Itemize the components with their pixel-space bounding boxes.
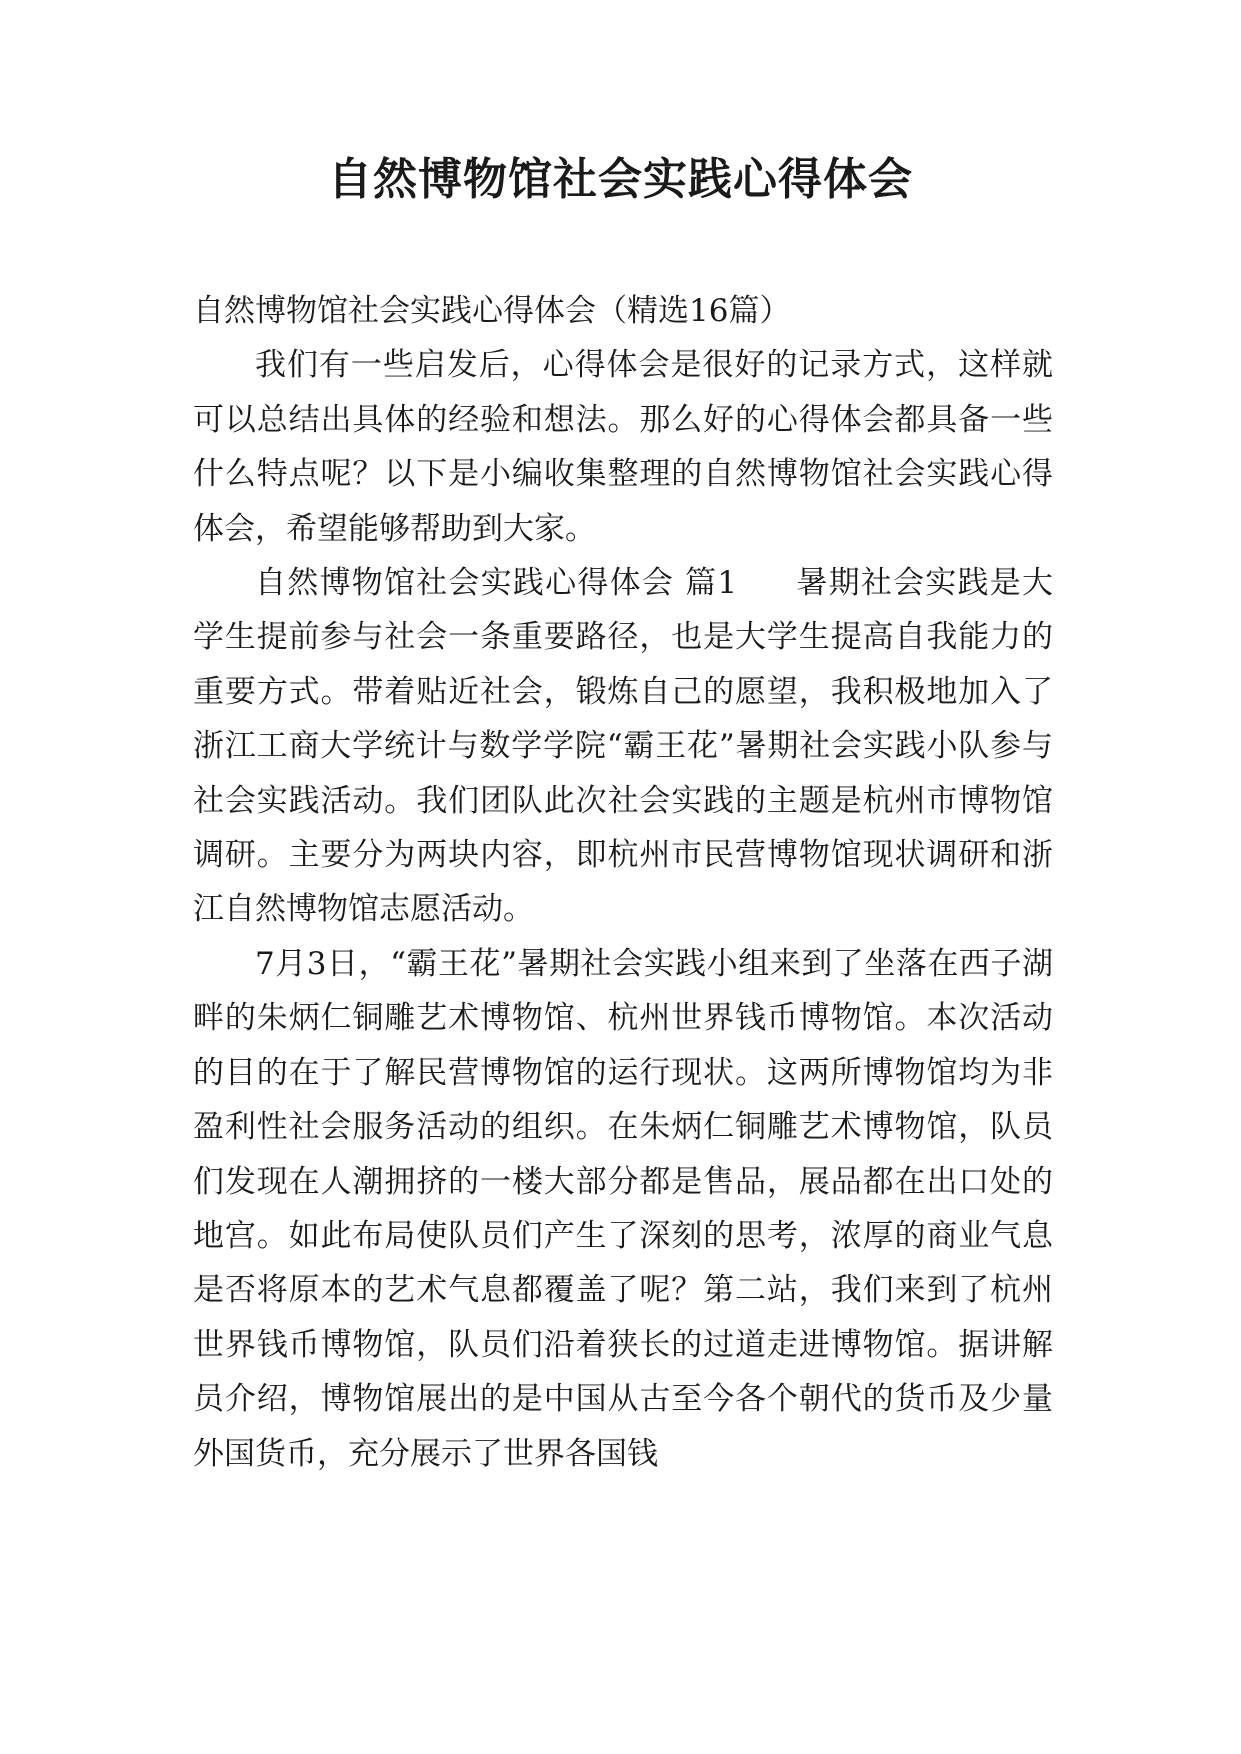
section-heading: 自然博物馆社会实践心得体会 篇1: [255, 565, 738, 602]
intro-paragraph: 我们有一些启发后，心得体会是很好的记录方式，这样就可以总结出具体的经验和想法。那么好的心得体会都具备一些什么特点呢？以下是小编收集整理的自然博物馆社会实践心得体会，希望能够帮助到大家。: [193, 347, 1053, 547]
paragraph-2: 7月3日，“霸王花”暑期社会实践小组来到了坐落在西子湖畔的朱炳仁铜雕艺术博物馆、杭州世界钱币博物馆。本次活动的目的在于了解民营博物馆的运行现状。这两所博物馆均为非盈利性社会服务活动的组织。在朱炳仁铜雕艺术博物馆，队员们发现在人潮拥挤的一楼大部分都是售品，展品都在出口处的地宫。如此布局使队员们产生了深刻的思考，浓厚的商业气息是否将原本的艺术气息都覆盖了呢？第二站，我们来到了杭州世界钱币博物馆，队员们沿着狭长的过道走进博物馆。据讲解员介绍，博物馆展出的是中国从古至今各个朝代的货币及少量外国货币，充分展示了世界各国钱: [193, 945, 1053, 1472]
document-body: [193, 284, 1053, 1481]
section-1-text: 暑期社会实践是大学生提前参与社会一条重要路径，也是大学生提高自我能力的重要方式。带着贴近社会，锻炼自己的愿望，我积极地加入了浙江工商大学统计与数学学院“霸王花”暑期社会实践小队参与社会实践活动。我们团队此次社会实践的主题是杭州市博物馆调研。主要分为两块内容，即杭州市民营博物馆现状调研和浙江自然博物馆志愿活动。: [193, 565, 1054, 928]
document-subtitle: 自然博物馆社会实践心得体会（精选16篇）: [193, 293, 791, 329]
document-title: 自然博物馆社会实践心得体会: [328, 154, 913, 205]
section-1-paragraph: [193, 556, 1053, 937]
